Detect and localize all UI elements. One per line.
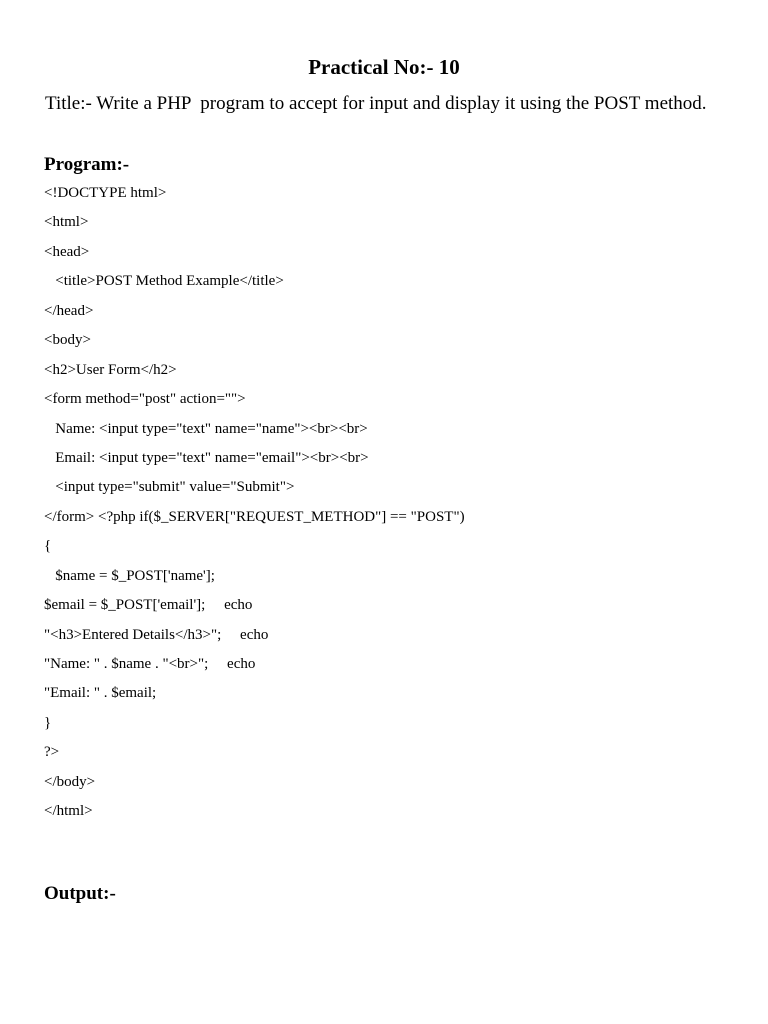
code-line: "<h3>Entered Details</h3>"; echo [44, 626, 269, 643]
practical-heading: Practical No:- 10 [308, 55, 460, 79]
code-line: </form> <?php if($_SERVER["REQUEST_METHOD"] == "POST") [44, 508, 465, 525]
code-line: ?> [44, 744, 60, 761]
code-line: <!DOCTYPE html> [44, 185, 167, 201]
code-line: </head> [44, 302, 94, 319]
code-line: { [44, 538, 52, 555]
practical-title: Title:- Write a PHP program to accept for input and display it using the POST method. [45, 93, 707, 114]
code-line: } [44, 714, 52, 731]
code-line: <head> [44, 243, 90, 260]
code-line: "Name: " . $name . "<br>"; echo [44, 656, 256, 672]
code-line: "Email: " . $email; [44, 685, 157, 702]
code-line: <h2>User Form</h2> [44, 361, 177, 378]
code-line: <title>POST Method Example</title> [44, 273, 284, 290]
code-line: </body> [44, 773, 96, 790]
code-line: </html> [44, 803, 93, 820]
code-line: $name = $_POST['name']; [44, 567, 215, 584]
code-listing [44, 182, 744, 830]
output-label: Output:- [44, 883, 116, 904]
program-label: Program:- [44, 154, 130, 175]
code-line: $email = $_POST['email']; echo [44, 597, 253, 614]
code-line: <body> [44, 332, 91, 349]
code-line: Name: <input type="text" name="name"><br><br> [44, 420, 368, 437]
code-line: <form method="post" action=""> [44, 391, 246, 408]
code-line: <html> [44, 214, 89, 231]
code-line: Email: <input type="text" name="email"><br><br> [44, 449, 369, 466]
code-line: <input type="submit" value="Submit"> [44, 479, 295, 496]
